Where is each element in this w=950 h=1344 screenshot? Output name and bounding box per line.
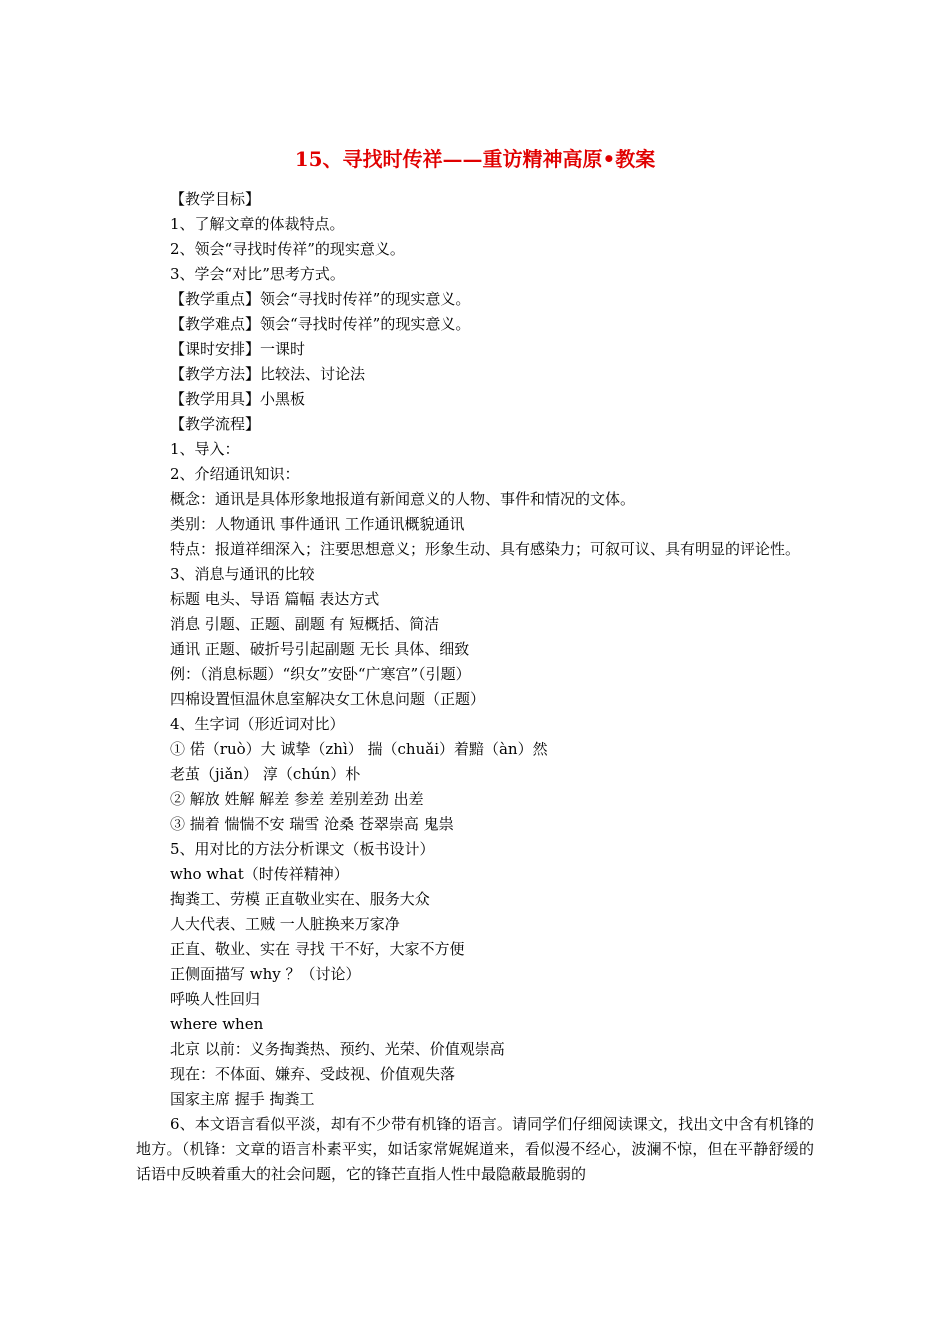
paragraph: 国家主席 握手 掏粪工 <box>170 1090 315 1108</box>
paragraph: 4、生字词（形近词对比） <box>170 715 345 733</box>
paragraph: 正直、敬业、实在 寻找 干不好，大家不方便 <box>170 940 465 958</box>
paragraph: 现在：不体面、嫌弃、受歧视、价值观失落 <box>170 1065 456 1083</box>
paragraph: 消息 引题、正题、副题 有 短概括、简洁 <box>170 615 440 633</box>
paragraph: 类别：人物通讯 事件通讯 工作通讯概貌通讯 <box>170 515 465 533</box>
paragraph: 北京 以前：义务掏粪热、预约、光荣、价值观崇高 <box>170 1040 505 1058</box>
paragraph: 【教学方法】比较法、讨论法 <box>170 365 366 383</box>
document-title: 15、寻找时传祥——重访精神高原•教案 <box>294 147 656 171</box>
paragraph: 【教学难点】领会“寻找时传祥”的现实意义。 <box>170 315 471 333</box>
paragraph: 人大代表、工贼 一人脏换来万家净 <box>170 915 400 933</box>
paragraph: 【课时安排】一课时 <box>170 340 306 358</box>
paragraph: 5、用对比的方法分析课文（板书设计） <box>170 840 435 858</box>
paragraph: ③ 揣着 惴惴不安 瑞雪 沧桑 苍翠崇高 鬼祟 <box>170 815 454 833</box>
paragraph: 呼唤人性回归 <box>170 990 261 1008</box>
paragraph: 通讯 正题、破折号引起副题 无长 具体、细致 <box>170 640 470 658</box>
paragraph: 标题 电头、导语 篇幅 表达方式 <box>170 590 380 608</box>
paragraph: 老茧（jiǎn） 淳（chún）朴 <box>170 765 361 783</box>
paragraph: 正侧面描写 why ？（讨论） <box>170 965 361 983</box>
paragraph: 2、领会“寻找时传祥”的现实意义。 <box>170 240 405 258</box>
paragraph: where when <box>170 1015 264 1033</box>
paragraph: ② 解放 姓解 解差 参差 差别差劲 出差 <box>170 790 424 808</box>
paragraph: 3、学会“对比”思考方式。 <box>170 265 345 283</box>
paragraph: 四棉设置恒温休息室解决女工休息问题（正题） <box>170 690 486 708</box>
paragraph: 特点：报道祥细深入；注要思想意义；形象生动、具有感染力；可叙可议、具有明显的评论性。 <box>170 540 801 558</box>
paragraph: 例：（消息标题）“织女”安卧“广寒宫”（引题） <box>170 665 471 683</box>
paragraph: 【教学重点】领会“寻找时传祥”的现实意义。 <box>170 290 471 308</box>
paragraph: 【教学流程】 <box>170 415 261 433</box>
paragraph: 6、本文语言看似平淡，却有不少带有机锋的语言。请同学们仔细阅读课文，找出文中含有机锋的地方。（机锋：文章的语言朴素平实，如话家常娓娓道来，看似漫不经心，波澜不惊，但在平静舒缓的话语中反映着重大的社会问题，它的锋芒直指人性中最隐蔽最脆弱的 <box>136 1115 814 1183</box>
paragraph: 概念：通讯是具体形象地报道有新闻意义的人物、事件和情况的文体。 <box>170 490 636 508</box>
paragraph: who what（时传祥精神） <box>170 865 349 883</box>
paragraph: 2、介绍通讯知识： <box>170 465 300 483</box>
paragraph: 掏粪工、劳模 正直敬业实在、服务大众 <box>170 890 430 908</box>
document-body <box>136 187 814 1187</box>
paragraph: 【教学目标】 <box>170 190 261 208</box>
paragraph: 【教学用具】小黑板 <box>170 390 306 408</box>
paragraph: 3、消息与通讯的比较 <box>170 565 315 583</box>
paragraph: 1、导入： <box>170 440 240 458</box>
paragraph: ① 偌（ruò）大 诚挚（zhì） 揣（chuǎi）着黯（àn）然 <box>170 740 548 758</box>
paragraph: 1、了解文章的体裁特点。 <box>170 215 345 233</box>
